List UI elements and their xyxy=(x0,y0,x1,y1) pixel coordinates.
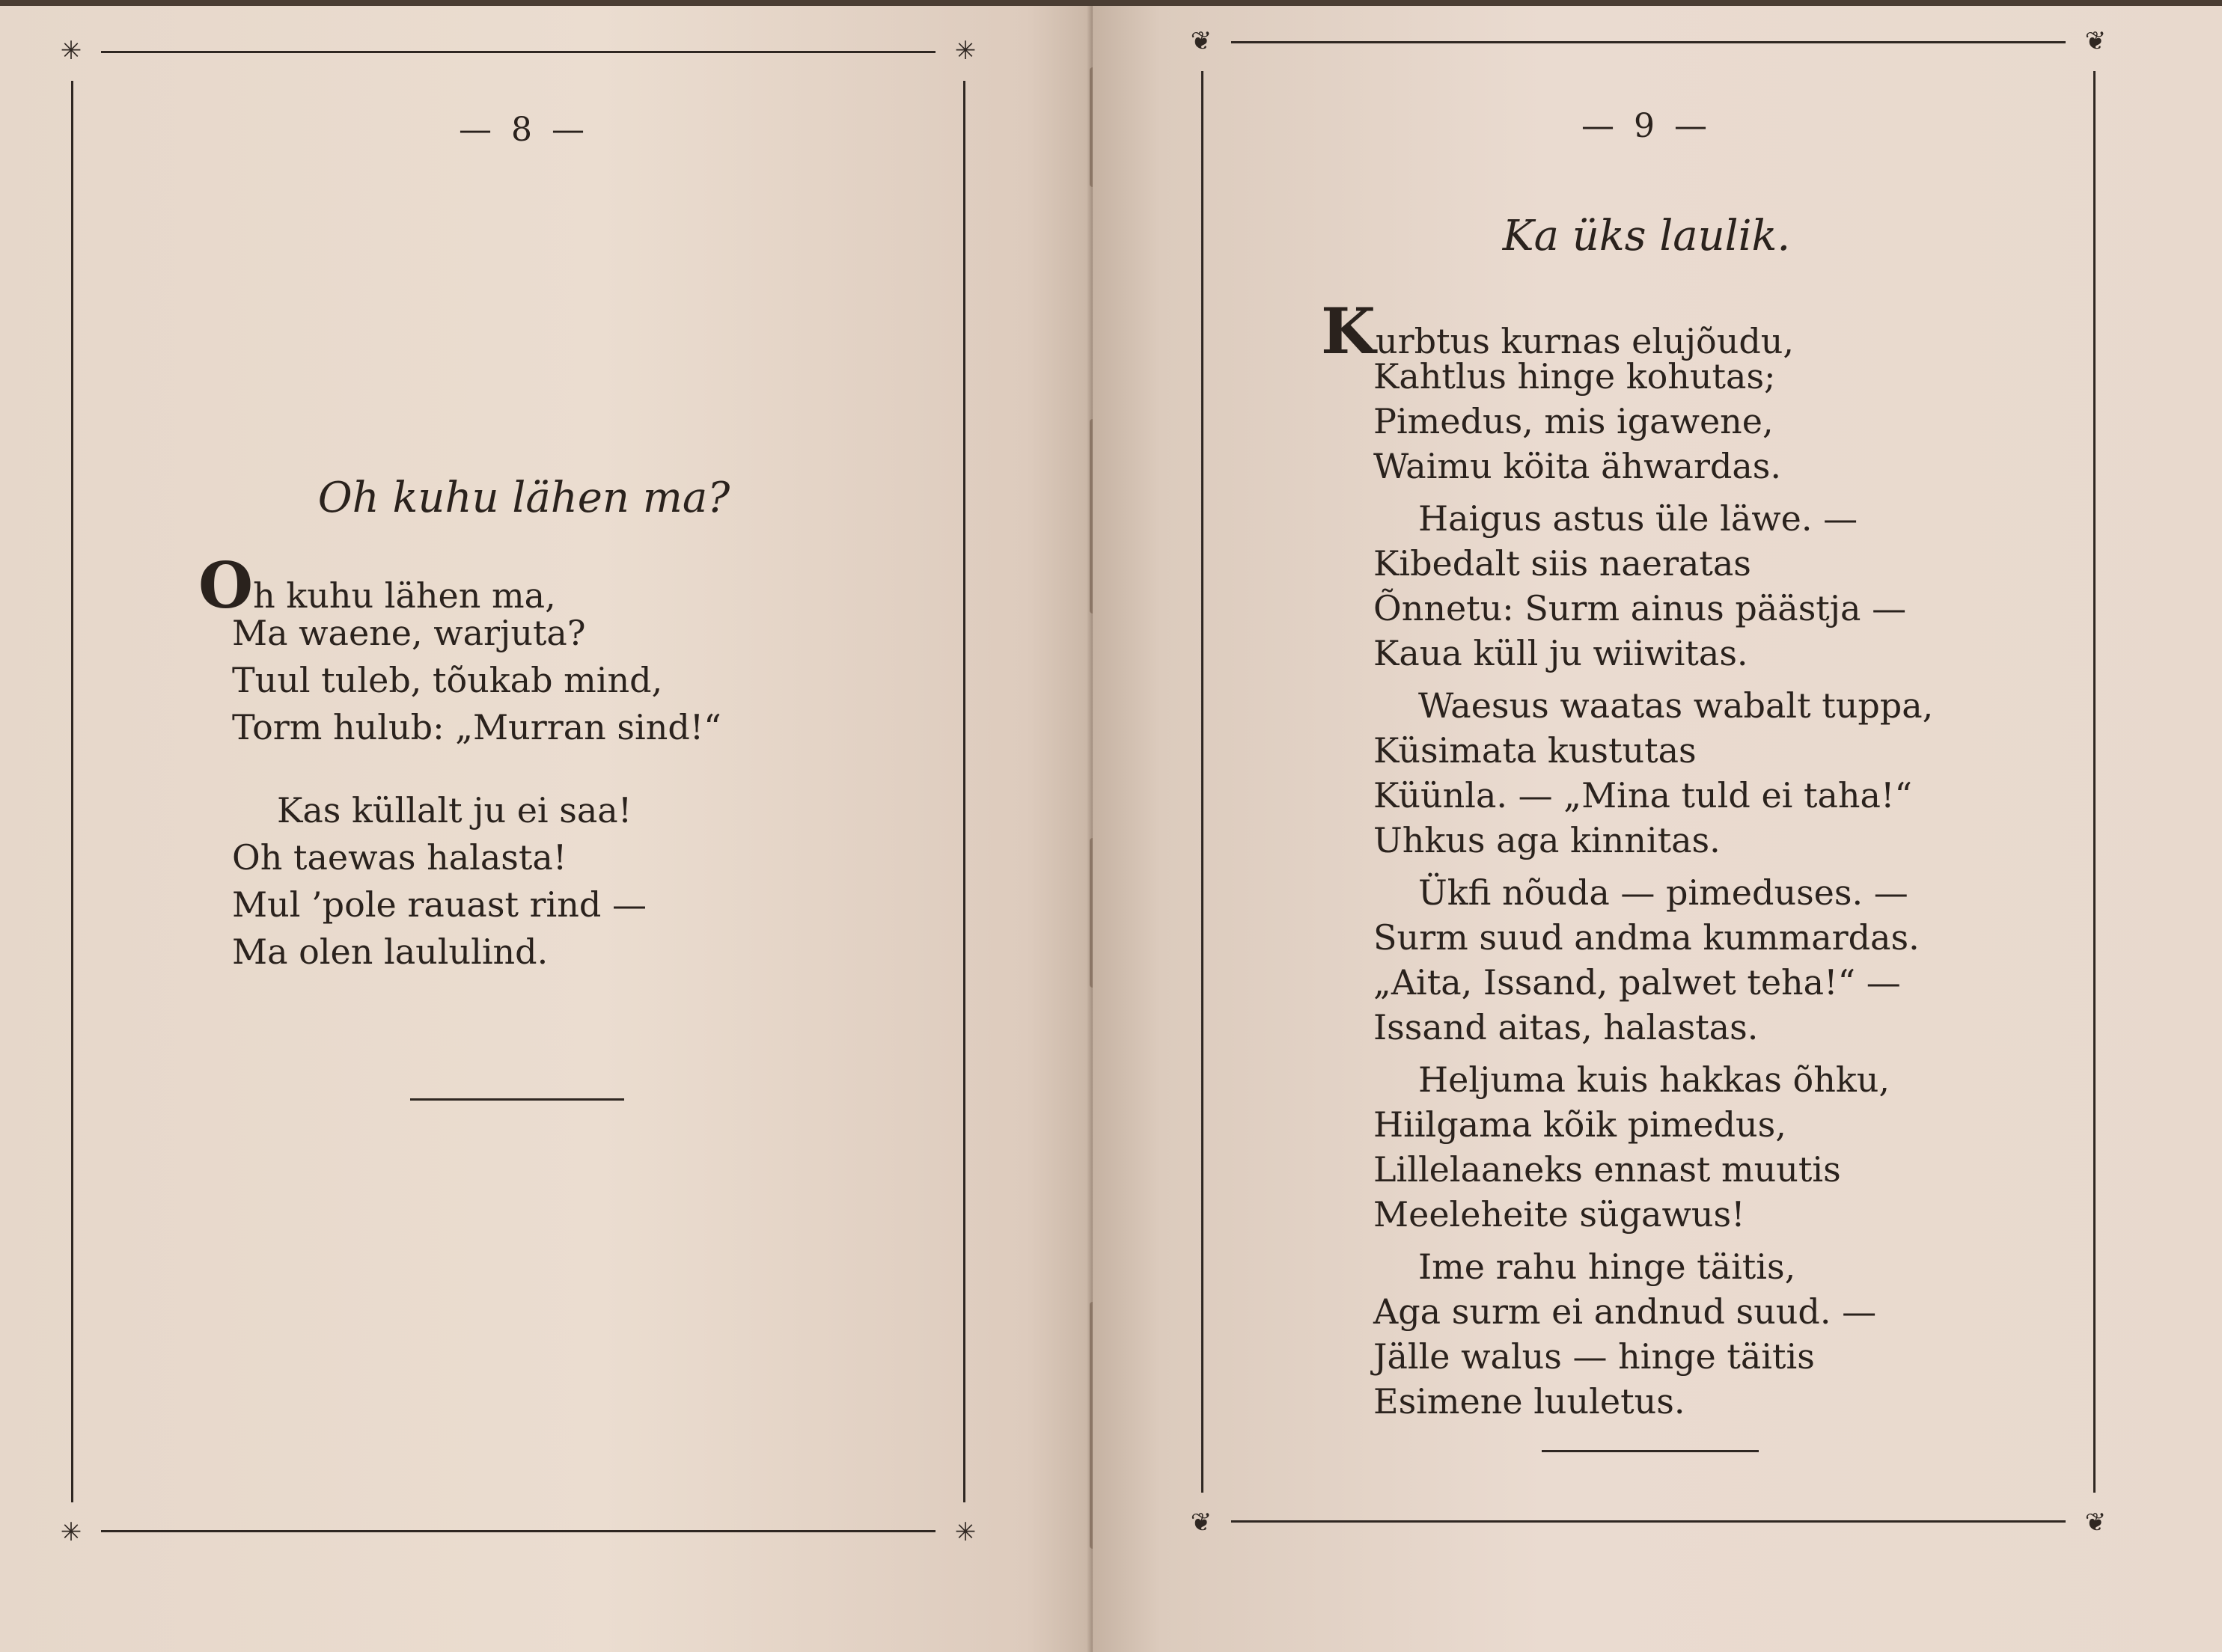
poem-line: Kurbtus kurnas elujõudu, xyxy=(1321,294,1795,368)
poem-line: Õnnetu: Surm ainus päästja — xyxy=(1373,588,1907,628)
top-edge xyxy=(0,0,2222,6)
poem-line: Tuul tuleb, tõukab mind, xyxy=(232,660,663,700)
poem-line: Kas küllalt ju ei saa! xyxy=(277,790,632,830)
poem-line: Issand aitas, halastas. xyxy=(1373,1007,1759,1047)
poem-line: Haigus astus üle läwe. — xyxy=(1418,498,1858,539)
poem-line: Torm hulub: „Murran sind!“ xyxy=(232,707,721,747)
corner-ornament-icon: ❦ xyxy=(1190,26,1212,56)
poem-line: Mul ’pole rauast rind — xyxy=(232,884,647,925)
poem-title: Oh kuhu lähen ma? xyxy=(317,474,730,522)
poem-line: Jälle walus — hinge täitis xyxy=(1373,1336,1815,1377)
corner-ornament-icon: ✳ xyxy=(60,1517,82,1547)
poem-line: Kibedalt siis naeratas xyxy=(1373,543,1751,584)
end-rule xyxy=(410,1098,624,1101)
poem-line: Surm suud andma kummardas. xyxy=(1373,917,1920,958)
poem-line: Ükfi nõuda — pimeduses. — xyxy=(1418,872,1908,913)
poem-line: Ma olen laululind. xyxy=(232,931,549,972)
poem-line: „Aita, Issand, palwet teha!“ — xyxy=(1373,962,1901,1003)
right-page xyxy=(1093,6,2222,1652)
poem-line: Küünla. — „Mina tuld ei taha!“ xyxy=(1373,775,1912,816)
poem-line: Kahtlus hinge kohutas; xyxy=(1373,356,1776,397)
poem-line: Kaua küll ju wiiwitas. xyxy=(1373,633,1748,673)
poem-line: Aga surm ei andnud suud. — xyxy=(1373,1291,1877,1332)
poem-line: Ime rahu hinge täitis, xyxy=(1418,1246,1796,1287)
poem-line: Küsimata kustutas xyxy=(1373,730,1697,771)
corner-ornament-icon: ✳ xyxy=(60,36,82,66)
poem-line: Waimu köita ähwardas. xyxy=(1373,446,1782,486)
poem-title: Ka üks laulik. xyxy=(1502,212,1791,260)
poem-line: Oh taewas halasta! xyxy=(232,837,567,878)
poem-line: Oh kuhu lähen ma, xyxy=(198,548,556,622)
poem-line: Waesus waatas wabalt tuppa, xyxy=(1418,685,1934,726)
corner-ornament-icon: ✳ xyxy=(954,1517,977,1547)
poem-line: Esimene luuletus. xyxy=(1373,1381,1685,1422)
corner-ornament-icon: ❦ xyxy=(2084,26,2107,56)
corner-ornament-icon: ❦ xyxy=(1190,1508,1212,1538)
poem-line: Heljuma kuis hakkas õhku, xyxy=(1418,1059,1890,1100)
poem-line: Ma waene, warjuta? xyxy=(232,613,586,653)
poem-line: Hiilgama kõik pimedus, xyxy=(1373,1104,1786,1145)
left-page xyxy=(0,6,1093,1652)
page-number: — 9 — xyxy=(1581,107,1712,145)
poem-line: Uhkus aga kinnitas. xyxy=(1373,820,1721,860)
corner-ornament-icon: ✳ xyxy=(954,36,977,66)
poem-line: Lillelaaneks ennast muutis xyxy=(1373,1149,1841,1190)
corner-ornament-icon: ❦ xyxy=(2084,1508,2107,1538)
poem-line: Meeleheite sügawus! xyxy=(1373,1194,1745,1235)
poem-line: Pimedus, mis igawene, xyxy=(1373,401,1774,441)
page-number: — 8 — xyxy=(459,111,589,149)
end-rule xyxy=(1542,1450,1759,1452)
